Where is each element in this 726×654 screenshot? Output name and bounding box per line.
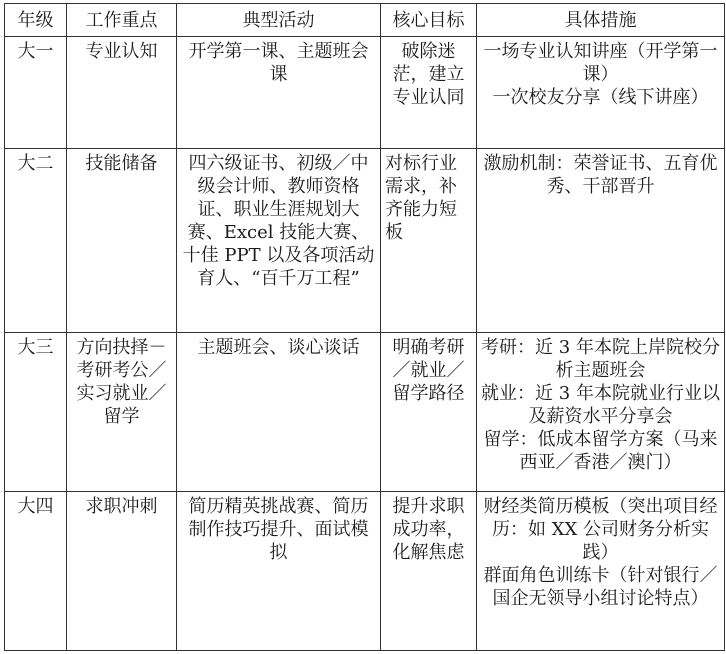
grade-cell: 大三: [5, 333, 67, 491]
measures-cell: [477, 333, 725, 491]
header-measures: 具体措施: [477, 4, 725, 37]
measure-item: 财经类简历模板（突出项目经历：如 XX 公司财务分析实践）: [483, 495, 718, 563]
table-row: [5, 491, 725, 650]
header-goal: 核心目标: [381, 4, 477, 37]
focus-cell: 求职冲刺: [67, 491, 177, 650]
measures-cell: [477, 37, 725, 149]
focus-cell: 技能储备: [67, 148, 177, 333]
header-focus: 工作重点: [67, 4, 177, 37]
grade-cell: 大二: [5, 148, 67, 333]
measure-item: 考研：近 3 年本院上岸院校分析主题班会: [481, 337, 720, 382]
header-activities: 典型活动: [177, 4, 381, 37]
table-row: [5, 37, 725, 149]
measure-item: 激励机制：荣誉证书、五育优秀、干部晋升: [483, 152, 718, 197]
header-grade: 年级: [5, 4, 67, 37]
table-row: [5, 148, 725, 333]
measures-cell: [477, 148, 725, 333]
goal-cell: 明确考研／就业／留学路径: [381, 333, 477, 491]
measure-item: 就业：近 3 年本院就业行业以及薪资水平分享会: [481, 383, 720, 428]
measure-item: 群面角色训练卡（针对银行／国企无领导小组讨论特点）: [483, 564, 718, 609]
measure-item: 留学：低成本留学方案（马来西亚／香港／澳门）: [483, 429, 718, 474]
header-row: [5, 4, 725, 37]
activities-cell: 简历精英挑战赛、简历制作技巧提升、面试模拟: [177, 491, 381, 650]
goal-cell: 破除迷茫，建立专业认同: [381, 37, 477, 149]
activities-cell: 主题班会、谈心谈话: [177, 333, 381, 491]
career-plan-table: [4, 3, 725, 651]
measure-item: 一场专业认知讲座（开学第一课）: [483, 41, 718, 85]
goal-cell: 提升求职成功率，化解焦虑: [381, 491, 477, 650]
grade-cell: 大一: [5, 37, 67, 149]
grade-cell: 大四: [5, 491, 67, 650]
activities-cell: 开学第一课、主题班会课: [177, 37, 381, 149]
measures-cell: [477, 491, 725, 650]
table-row: [5, 333, 725, 491]
focus-cell: 方向抉择－考研考公／实习就业／留学: [67, 333, 177, 491]
goal-cell: 对标行业需求，补齐能力短板: [381, 148, 477, 333]
activities-cell: 四六级证书、初级／中级会计师、教师资格证、职业生涯规划大赛、Excel 技能大赛、十佳 PPT 以及各项活动育人、“百千万工程”: [177, 148, 381, 333]
focus-cell: 专业认知: [67, 37, 177, 149]
measure-item: 一次校友分享（线下讲座）: [492, 87, 709, 108]
